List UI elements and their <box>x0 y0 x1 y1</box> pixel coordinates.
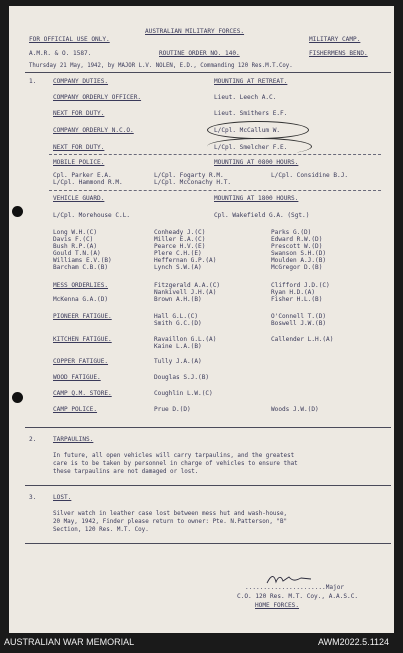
section-2-text: these tarpaulins are not damaged or lost. <box>53 469 199 475</box>
mess-name: Fitzgerald A.A.(C) <box>154 282 221 289</box>
guard-name: Williams E.V.(B) <box>53 257 112 264</box>
police-name: L/Cpl. Hammond R.M. <box>53 179 123 186</box>
mounting-1800: MOUNTING AT 1800 HOURS. <box>214 195 299 202</box>
guard-name: Plere C.H.(E) <box>154 250 202 257</box>
punch-hole <box>12 206 23 217</box>
guard-name: Swanson S.H.(D) <box>271 250 327 257</box>
pioneer-name: O'Connell T.(D) <box>271 313 327 320</box>
guard-name: Prescott W.(D) <box>271 243 323 250</box>
signature-line: ......................Major <box>245 584 345 591</box>
footer-source: AUSTRALIAN WAR MEMORIAL <box>4 637 135 647</box>
camp-heading: MILITARY CAMP. <box>309 36 361 43</box>
mess-name: Brown A.H.(B) <box>154 296 202 303</box>
guard-name: Conheady J.(C) <box>154 229 206 236</box>
vehicle-guard-heading: VEHICLE GUARD. <box>53 195 105 202</box>
section-3-number: 3. <box>29 494 37 501</box>
kitchen-heading: KITCHEN FATIGUE. <box>53 336 112 343</box>
handwritten-circle <box>207 121 309 139</box>
section-3-text: Silver watch in leather case lost between mess hut and wash-house, <box>53 511 288 517</box>
guard-name: Bush R.P.(A) <box>53 243 98 250</box>
qm-name: Coughlin L.W.(C) <box>154 390 213 397</box>
police-name: Cpl. Parker E.A. <box>53 172 112 179</box>
guard-name: Edward R.W.(D) <box>271 236 323 243</box>
divider <box>25 485 391 486</box>
guard-name: McGregor D.(B) <box>271 264 323 271</box>
divider <box>25 427 391 428</box>
pioneer-name: Boswell J.W.(B) <box>271 320 327 327</box>
dashed-divider <box>49 190 381 191</box>
section-1-number: 1. <box>29 78 37 85</box>
section-3-text: 20 May, 1942, Finder please return to owner: Pte. N.Patterson, "B" <box>53 519 288 525</box>
duty-value: Lieut. Smithers E.F. <box>214 110 288 117</box>
divider <box>25 543 391 544</box>
guard-name: Pearce H.V.(E) <box>154 243 206 250</box>
section-2-text: In future, all open vehicles will carry tarpaulins, and the greatest <box>53 453 295 459</box>
camp-police-name: Woods J.W.(D) <box>271 406 319 413</box>
guard-name: Long W.H.(C) <box>53 229 98 236</box>
document-page <box>9 6 394 633</box>
wood-name: Douglas S.J.(B) <box>154 374 210 381</box>
footer-accession: AWM2022.5.1124 <box>318 637 390 647</box>
duty-label: NEXT FOR DUTY. <box>53 110 105 117</box>
punch-hole <box>12 392 23 403</box>
guard-name: Lynch S.W.(A) <box>154 264 202 271</box>
police-name: L/Cpl. McConachy H.T. <box>154 179 232 186</box>
duty-label: COMPANY ORDERLY N.C.O. <box>53 127 134 134</box>
dateline: Thursday 21 May, 1942, by MAJOR L.V. NOLEN, E.D., Commanding 120 Res.M.T.Coy. <box>29 63 293 69</box>
camp-police-heading: CAMP POLICE. <box>53 406 98 413</box>
signature-home-forces: HOME FORCES. <box>255 602 300 609</box>
duty-value: L/Cpl. McCallum W. <box>214 127 281 134</box>
guard-name: Gould T.N.(A) <box>53 250 101 257</box>
signature-unit: C.O. 120 Res. M.T. Coy., A.A.S.C. <box>237 593 359 600</box>
guard-name: Davis F.(C) <box>53 236 94 243</box>
location: FISHERMENS BEND. <box>309 50 368 57</box>
guard-name: Miller E.A.(C) <box>154 236 206 243</box>
qm-heading: CAMP Q.M. STORE. <box>53 390 112 397</box>
amr-number: A.M.R. & O. 1587. <box>29 50 92 57</box>
section-2-title: TARPAULINS. <box>53 436 94 443</box>
mess-name: Fisher H.L.(B) <box>271 296 323 303</box>
routine-order: ROUTINE ORDER NO. 140. <box>159 50 240 57</box>
mess-name: Ryan H.D.(A) <box>271 289 316 296</box>
guard-name: Parks G.(D) <box>271 229 312 236</box>
section-2-text: care is to be taken by personnel in charge of vehicles to ensure that <box>53 461 298 467</box>
mounting-retreat: MOUNTING AT RETREAT. <box>214 78 288 85</box>
section-2-number: 2. <box>29 436 37 443</box>
dashed-divider <box>49 154 381 155</box>
copper-name: Tully J.A.(A) <box>154 358 202 365</box>
guard-name: Moulden A.J.(B) <box>271 257 327 264</box>
guard-cpl: Cpl. Wakefield G.A. (Sgt.) <box>214 212 310 219</box>
org-heading: AUSTRALIAN MILITARY FORCES. <box>145 28 245 35</box>
mess-name: Nankivell J.H.(A) <box>154 289 217 296</box>
section-3-title: LOST. <box>53 494 72 501</box>
duty-value: L/Cpl. Smelcher F.E. <box>214 144 288 151</box>
pioneer-name: Hall G.L.(C) <box>154 313 199 320</box>
pioneer-name: Smith G.C.(D) <box>154 320 202 327</box>
duty-label: NEXT FOR DUTY. <box>53 144 105 151</box>
copper-heading: COPPER FATIGUE. <box>53 358 109 365</box>
duty-label: COMPANY ORDERLY OFFICER. <box>53 94 142 101</box>
camp-police-name: Prue D.(D) <box>154 406 191 413</box>
official-use: FOR OFFICIAL USE ONLY. <box>29 36 110 43</box>
guard-name: Barcham C.B.(B) <box>53 264 109 271</box>
kitchen-name: Callender L.H.(A) <box>271 336 334 343</box>
section-1-title: COMPANY DUTIES. <box>53 78 109 85</box>
police-name: L/Cpl. Considine B.J. <box>271 172 349 179</box>
police-name: L/Cpl. Fogarty R.M. <box>154 172 224 179</box>
kitchen-name: Kaine L.A.(B) <box>154 343 202 350</box>
guard-lcpl: L/Cpl. Morehouse C.L. <box>53 212 131 219</box>
handwritten-mark <box>207 138 312 155</box>
mess-name: Clifford J.D.(C) <box>271 282 330 289</box>
mess-name: McKenna G.A.(D) <box>53 296 109 303</box>
kitchen-name: Ravaillon G.L.(A) <box>154 336 217 343</box>
mounting-0800: MOUNTING AT 0800 HOURS. <box>214 159 299 166</box>
pioneer-heading: PIONEER FATIGUE. <box>53 313 112 320</box>
mess-heading: MESS ORDERLIES. <box>53 282 109 289</box>
section-3-text: Section, 120 Res. M.T. Coy. <box>53 527 149 533</box>
wood-heading: WOOD FATIGUE. <box>53 374 101 381</box>
duty-value: Lieut. Leech A.C. <box>214 94 277 101</box>
divider <box>25 72 391 73</box>
guard-name: Heffernan G.P.(A) <box>154 257 217 264</box>
mobile-police-heading: MOBILE POLICE. <box>53 159 105 166</box>
